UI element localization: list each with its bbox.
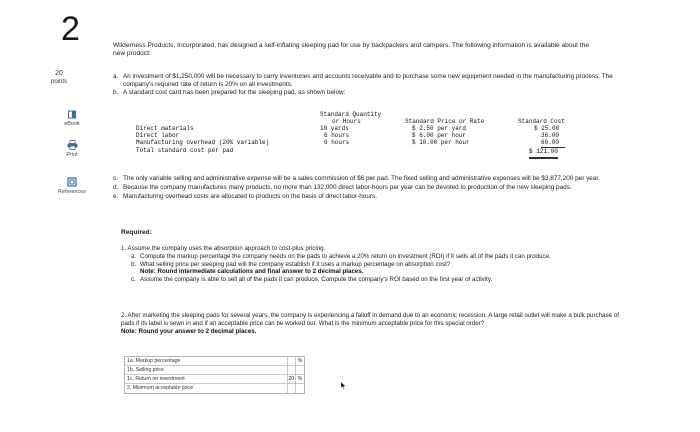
- row-cost: 36.00: [541, 132, 560, 139]
- requirement-1-text: 1. Assume the company uses the absorption approach to cost-plus pricing.: [121, 245, 326, 252]
- printer-icon: [67, 140, 78, 150]
- answer-table: [124, 356, 305, 394]
- table-row: [125, 366, 304, 375]
- total-label: Total standard cost per pad: [136, 147, 234, 154]
- references-label: References: [57, 189, 87, 195]
- row-qty: 6 hours: [324, 132, 350, 139]
- requirement-1: [121, 245, 641, 284]
- unit-label: %: [297, 358, 303, 364]
- item-letter: d.: [113, 184, 119, 191]
- requirement-1a: [131, 253, 641, 261]
- references-button[interactable]: [52, 177, 92, 196]
- item-text: Because the company manufactures many products, no more than 132,000 direct labor-hours per year can be devoted to production of the new sleeping pads.: [123, 184, 572, 191]
- item-text: The only variable selling and administrative expense will be a sales commission of $6 per pad. The fixed selling and administrative expenses will be $3,877,200 per year.: [123, 175, 600, 182]
- items-ab: [113, 73, 633, 97]
- required-heading: Required:: [121, 229, 152, 236]
- book-icon: [67, 110, 77, 119]
- question-number: 2: [61, 10, 80, 48]
- requirement-2: [121, 312, 621, 335]
- item-letter: e.: [113, 193, 119, 200]
- row-name: Direct labor: [136, 132, 180, 139]
- table-row: [125, 357, 304, 366]
- item-letter: c.: [113, 175, 118, 182]
- total-value: $ 121.00: [529, 148, 558, 159]
- unit-label: %: [297, 376, 303, 382]
- points-value: 20: [55, 70, 63, 77]
- row-name: Manufacturing overhead (20% variable): [136, 139, 270, 146]
- answer-label: 1a. Markup percentage: [125, 357, 288, 365]
- problem-intro: Wilderness Products, Incorporated, has designed a self-inflating sleeping pad for use by backpackers and campers. The following information is available about the new product:: [113, 42, 589, 58]
- row-qty: 10 yards: [320, 125, 349, 132]
- row-price: $ 2.50 per yard: [412, 125, 467, 132]
- answer-label: 1b. Selling price: [125, 366, 288, 374]
- selling-price-input[interactable]: [288, 366, 296, 374]
- row-price: $ 10.00 per hour: [412, 139, 470, 146]
- standard-cost-card: [130, 111, 580, 166]
- answer-label: 1c. Return on investment: [125, 375, 288, 383]
- header-price: Standard Price or Rate: [405, 118, 485, 125]
- header-cost: Standard Cost: [518, 118, 565, 125]
- unit-label: [296, 366, 304, 374]
- roi-input[interactable]: 20: [288, 376, 295, 382]
- requirement-1a-text: Compute the markup percentage the company needs on the pads to achieve a 20% return on investment (ROI) if it sells all of the pads it can produce.: [140, 252, 551, 260]
- answer-label: 2. Minimum acceptable price: [125, 384, 288, 393]
- row-qty: 6 hours: [324, 139, 350, 146]
- points-label: points: [50, 78, 67, 85]
- item-letter: a.: [113, 73, 119, 80]
- requirement-2-text: 2. After marketing the sleeping pads for several years, the company is experiencing a falloff in demand due to an economic recession. A large retail outlet will make a bulk purchase of pads if its label is sewn in and if an acceptable price can be worked out. What is the minimum acceptable price for this special order?: [121, 312, 619, 327]
- list-item: [113, 193, 653, 201]
- ebook-button[interactable]: [52, 110, 92, 128]
- item-text: Manufacturing overhead costs are allocated to products on the basis of direct labor-hours.: [123, 193, 377, 200]
- references-icon: [67, 177, 77, 187]
- item-letter: a.: [131, 252, 137, 260]
- mouse-cursor-icon: [341, 382, 346, 389]
- item-letter: b.: [131, 260, 137, 268]
- list-item: [113, 89, 633, 97]
- item-letter: b.: [113, 89, 119, 96]
- requirement-1b-body: [140, 261, 450, 277]
- row-cost: $ 25.00: [534, 125, 560, 132]
- items-cde: [113, 175, 653, 202]
- list-item: [113, 175, 653, 183]
- table-row: [125, 384, 304, 393]
- markup-percentage-input[interactable]: [288, 357, 296, 365]
- print-label: Print: [66, 152, 78, 158]
- requirement-1b: [131, 261, 641, 277]
- item-letter: c.: [131, 276, 136, 283]
- ebook-label: eBook: [64, 121, 80, 127]
- header-quantity-2: or Hours: [332, 118, 361, 125]
- requirement-1c: [131, 276, 641, 284]
- row-price: $ 6.00 per hour: [412, 132, 467, 139]
- list-item: [113, 73, 633, 89]
- requirement-1b-note: Note: Round intermediate calculations and final answer to 2 decimal places.: [140, 268, 364, 276]
- row-cost: 60.00: [541, 139, 565, 148]
- minimum-price-input[interactable]: [288, 384, 296, 393]
- row-name: Direct materials: [136, 125, 194, 132]
- table-row: [125, 375, 304, 384]
- requirement-2-note: Note: Round your answer to 2 decimal places.: [121, 327, 257, 335]
- print-button[interactable]: [52, 140, 92, 159]
- item-text: An investment of $1,250,000 will be necessary to carry inventories and accounts receivable and to purchase some new equipment needed in the manufacturing process. The company's required rate of return is 20% on all investments.: [123, 73, 613, 88]
- requirement-1b-text: What selling price per sleeping pad will the company establish if it uses a markup percentage on absorption cost?: [140, 260, 451, 268]
- requirement-1c-text: Assume the company is able to sell all of the pads it can produce. Compute the company's ROI based on the first year of activity.: [140, 276, 493, 283]
- item-text: A standard cost card has been prepared for the sleeping pad, as shown below:: [123, 89, 346, 96]
- unit-label: [296, 384, 304, 393]
- list-item: [113, 184, 653, 192]
- points-indicator: [48, 70, 70, 86]
- header-quantity: Standard Quantity: [320, 111, 382, 118]
